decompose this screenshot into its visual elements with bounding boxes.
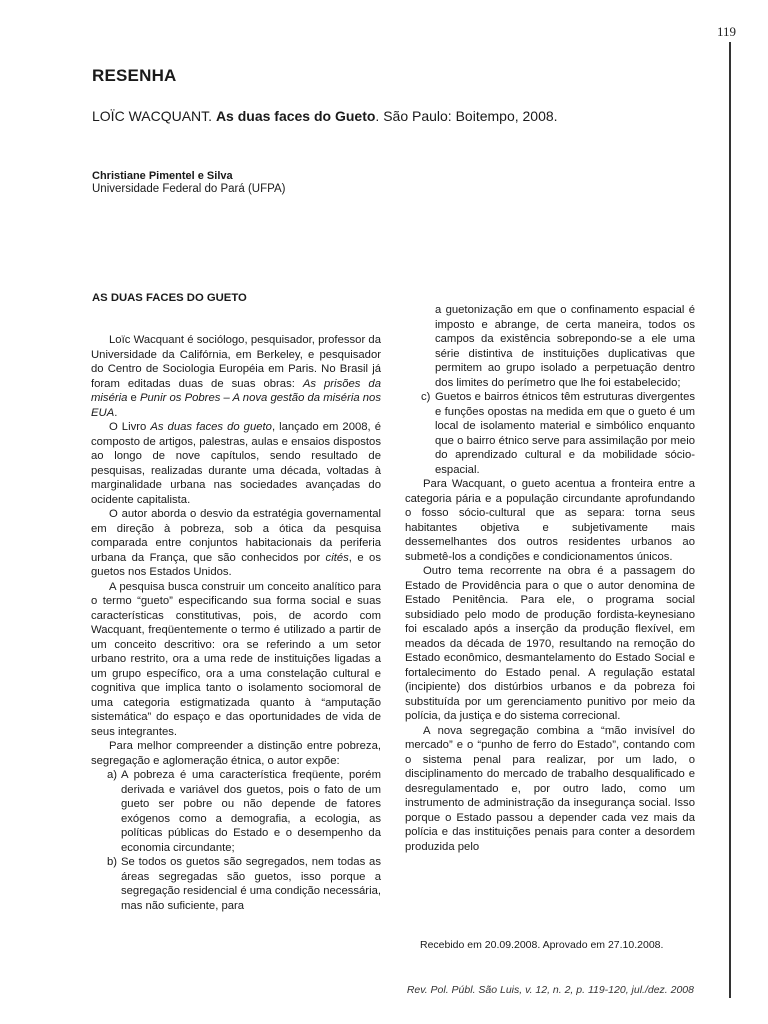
paragraph: Outro tema recorrente na obra é a passagem do Estado de Providência para o que o autor denomina de Estado Penitência. Para ele, o programa social subsidiado pelo modo de produção fordista-keynesiano foi escalado após a inserção da produção flexível, em meados da década de 1970, resultando na remoção do Estado econômico, desmantelamento do Estado Social e fortalecimento do Estado penal. A regulação estatal (incipiente) dos distúrbios urbanos e da pobreza foi substituída por um gerenciamento punitivo por meio da polícia, da justiça e do sistema correcional. [405, 565, 695, 722]
list-item-text: Guetos e bairros étnicos têm estruturas divergentes e funções opostas na medida em que o gueto é um local de isolamento material e simbólico enquanto que o bairro étnico serve para assimilação por meio do aprendizado cultural e da mobilidade sócio-espacial. [435, 391, 695, 476]
list-item-b-continued: a guetonização em que o confinamento espacial é imposto e abrange, de certa maneira, todos os campos da existência sobrepondo-se a ele uma série distintiva de instituições duplicativas que permitem ao grupo isolado a perpetuação dentro dos limites do perímetro que lhe foi estabelecido; [435, 304, 695, 389]
reference-publisher: . São Paulo: Boitempo, 2008. [375, 108, 558, 124]
left-column [91, 333, 381, 913]
reviewer-name: Christiane Pimentel e Silva [92, 170, 233, 182]
right-column [405, 303, 695, 854]
received-date: Recebido em 20.09.2008. Aprovado em 27.10.2008. [420, 939, 664, 951]
paragraph: A nova segregação combina a “mão invisível do mercado” e o “punho de ferro do Estado”, contando com o sistema penal para realizar, por um lado, o disciplinamento do mercado de trabalho desqualificado e desregulamentado e, por outro lado, como um instrumento de administração da insegurança social. Isso porque o Estado passou a depender cada vez mais da polícia e das instituições penais para conter a desordem produzida pelo [405, 724, 695, 853]
vertical-rule [729, 42, 731, 998]
paragraph: O autor aborda o desvio da estratégia governamental em direção à pobreza, sob a ótica da pesquisa comparada entre conjuntos habitacionais da periferia urbana da França, que são conhecidos por cités, e os guetos nos Estados Unidos. [91, 508, 381, 578]
list-item-a [91, 768, 381, 855]
paragraph: Para Wacquant, o gueto acentua a fronteira entre a categoria pária e a população circundante aprofundando o fosso sócio-cultural que as separa: torna seus habitantes objetiva e subjetivamente mais dessemelhantes dos outros residentes urbanos ao submetê-los a condições e condicionamentos únicos. [405, 478, 695, 563]
book-reference [92, 108, 692, 124]
list-marker: c) [421, 391, 431, 403]
list-item-text: Se todos os guetos são segregados, nem todas as áreas segregadas são guetos, isso porque a segregação residencial é uma condição necessária, mas não suficiente, para [121, 856, 381, 912]
list-marker: a) [107, 769, 118, 781]
paragraph: Loïc Wacquant é sociólogo, pesquisador, professor da Universidade da Califórnia, em Berkeley, e pesquisador do Centro de Sociologia Européia em Paris. No Brasil já foram editadas duas de suas obras: As prisões da miséria e Punir os Pobres – A nova gestão da miséria nos EUA. [91, 334, 381, 419]
list-marker: b) [107, 856, 118, 868]
paragraph: O Livro As duas faces do gueto, lançado em 2008, é composto de artigos, palestras, aulas e ensaios dispostos ao longo de nove capítulos, sendo resultado de pesquisas, realizadas durante uma década, voltadas à marginalidade urbana nas sociedades avançadas do ocidente capitalista. [91, 421, 381, 506]
section-label: RESENHA [92, 66, 177, 85]
page-number: 119 [717, 24, 737, 39]
list-item-text: A pobreza é uma característica freqüente, porém derivada e variável dos guetos, pois o fato de um gueto ser pobre ou não depende de fatores exógenos como a demografia, a ecologia, as políticas públicas do Estado e o desempenho da economia circundante; [121, 769, 381, 854]
paragraph: A pesquisa busca construir um conceito analítico para o termo “gueto” especificando sua forma social e suas características constitutivas, pois, de acordo com Wacquant, freqüentemente o termo é utilizado a partir de um conceito descritivo: ora se referindo a um setor urbano restrito, ora a uma rede de instituições ligadas a um grupo específico, ora a uma constelação cultural e cognitiva que implica tanto o isolamento sociomoral de uma categoria estigmatizada quanto à “amputação sistemática” do espaço e das oportunidades de vida de seus integrantes. [91, 580, 381, 738]
article-heading: AS DUAS FACES DO GUETO [92, 292, 247, 304]
list-item-b [91, 855, 381, 913]
paragraph: Para melhor compreender a distinção entre pobreza, segregação e aglomeração étnica, o autor expõe: [91, 740, 381, 767]
list-item-c [405, 390, 695, 477]
reviewer-affiliation: Universidade Federal do Pará (UFPA) [92, 183, 286, 195]
reference-title: As duas faces do Gueto [215, 108, 376, 124]
reference-author: LOÏC WACQUANT. [92, 108, 216, 124]
journal-citation: Rev. Pol. Públ. São Luis, v. 12, n. 2, p. 119-120, jul./dez. 2008 [406, 984, 694, 996]
